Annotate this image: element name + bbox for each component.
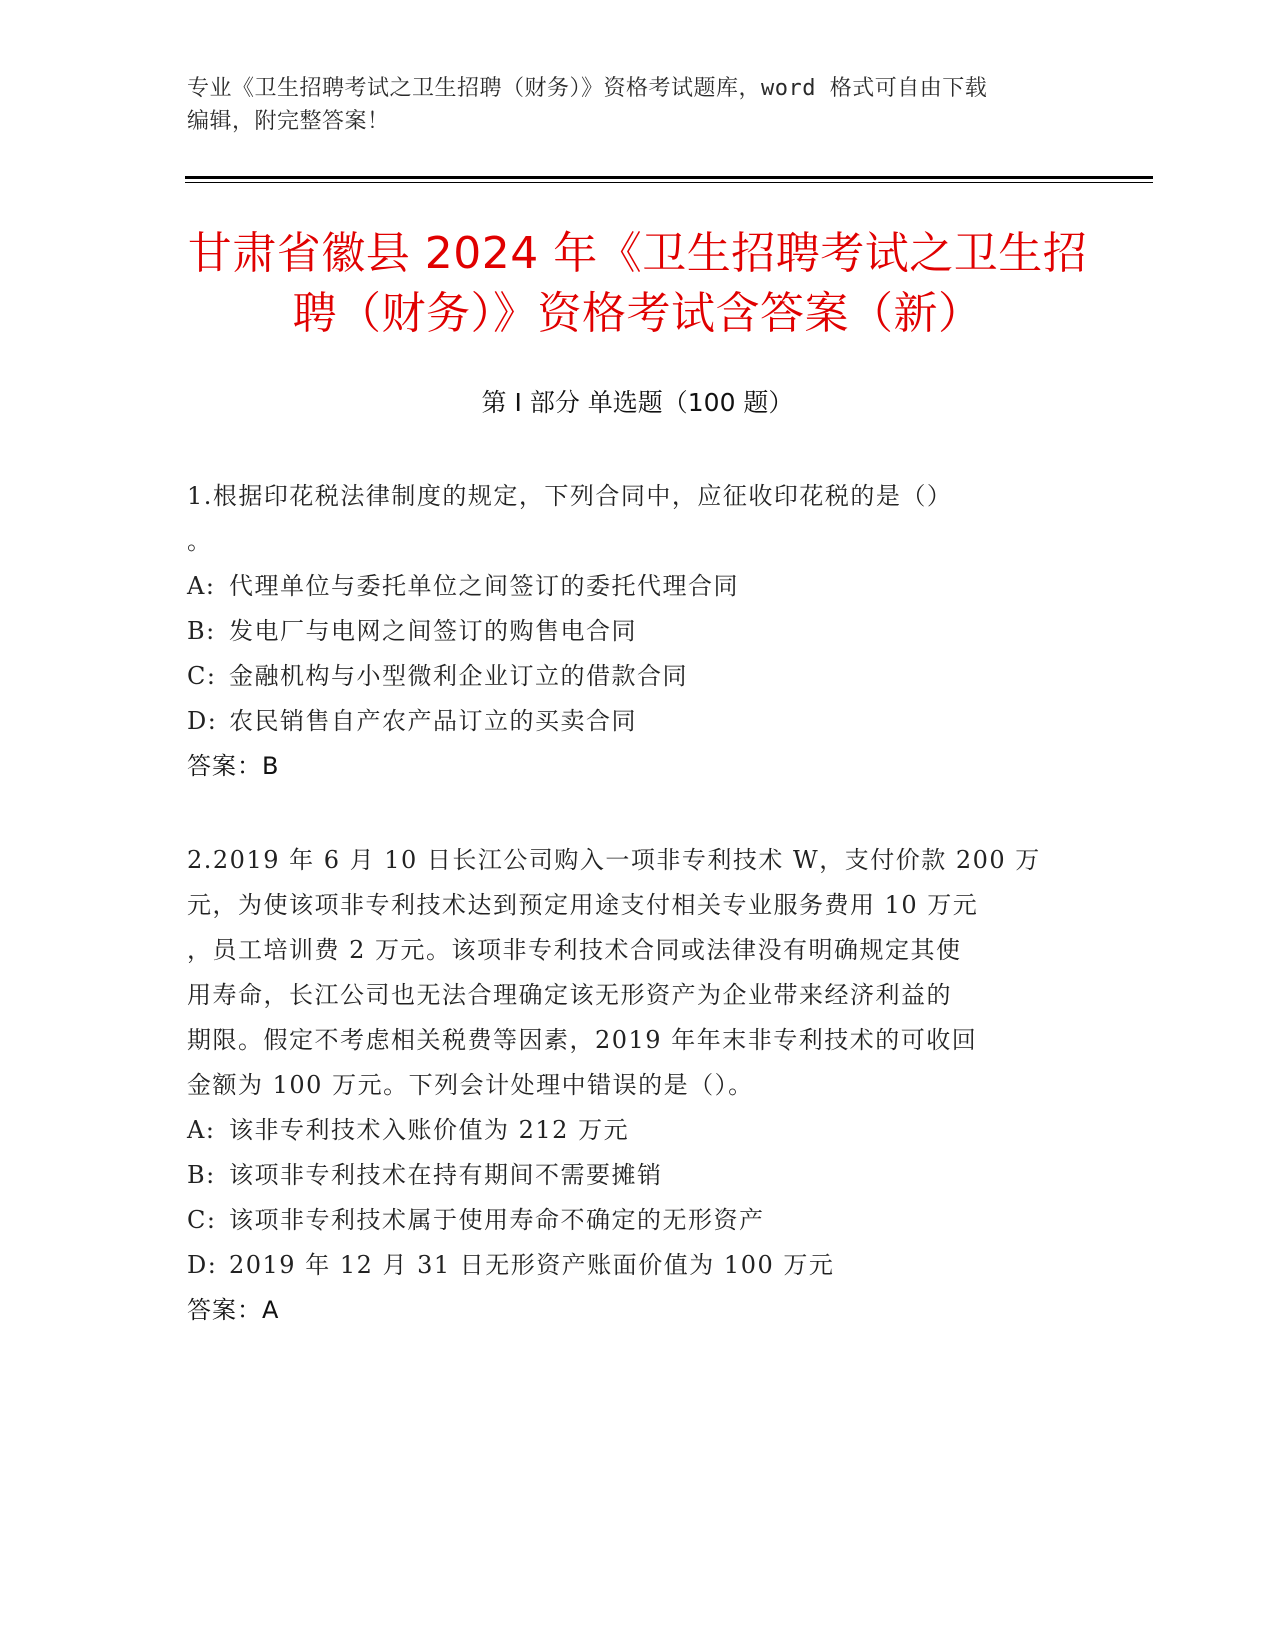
- header-divider-thin: [185, 182, 1153, 183]
- question-line: 2.2019 年 6 月 10 日长江公司购入一项非专利技术 W，支付价款 200 万: [187, 846, 1041, 874]
- option-b: [187, 609, 1087, 654]
- option-c: [187, 1198, 1087, 1243]
- option-text: 2019 年 12 月 31 日无形资产账面价值为 100 万元: [229, 1251, 835, 1279]
- option-d: [187, 699, 1087, 744]
- document-title: [120, 224, 1155, 344]
- answer: 答案：B: [187, 752, 280, 780]
- question-2: [187, 838, 1087, 1333]
- option-label: B:: [187, 1161, 216, 1189]
- question-1: [187, 474, 1087, 789]
- option-label: A:: [187, 1116, 216, 1144]
- option-text: 该非专利技术入账价值为 212 万元: [229, 1116, 630, 1144]
- option-b: [187, 1153, 1087, 1198]
- question-line: 期限。假定不考虑相关税费等因素，2019 年年末非专利技术的可收回: [187, 1026, 978, 1054]
- option-c: [187, 654, 1087, 699]
- option-label: D:: [187, 1251, 218, 1279]
- header-divider-thick: [185, 176, 1153, 179]
- question-line: 金额为 100 万元。下列会计处理中错误的是（）。: [187, 1071, 754, 1099]
- question-line: ，员工培训费 2 万元。该项非专利技术合同或法律没有明确规定其使: [187, 936, 962, 964]
- header-note: [187, 72, 1087, 138]
- option-text: 发电厂与电网之间签订的购售电合同: [229, 617, 637, 645]
- question-line: 。: [187, 527, 213, 555]
- question-stem: [187, 838, 1087, 1108]
- option-text: 金融机构与小型微利企业订立的借款合同: [229, 662, 688, 690]
- header-note-line: 专业《卫生招聘考试之卫生招聘（财务）》资格考试题库，word 格式可自由下载: [187, 76, 988, 101]
- option-text: 代理单位与委托单位之间签订的委托代理合同: [229, 572, 739, 600]
- header-note-line: 编辑，附完整答案！: [187, 109, 390, 134]
- title-line: 聘（财务）》资格考试含答案（新）: [292, 288, 983, 339]
- option-a: [187, 564, 1087, 609]
- option-text: 该项非专利技术在持有期间不需要摊销: [229, 1161, 663, 1189]
- question-line: 用寿命，长江公司也无法合理确定该无形资产为企业带来经济利益的: [187, 981, 952, 1009]
- option-d: [187, 1243, 1087, 1288]
- option-label: C:: [187, 662, 217, 690]
- title-line: 甘肃省徽县 2024 年《卫生招聘考试之卫生招: [187, 228, 1088, 279]
- section-heading: 第 I 部分 单选题（100 题）: [481, 388, 794, 417]
- answer: 答案：A: [187, 1296, 280, 1324]
- option-label: A:: [187, 572, 216, 600]
- question-line: 元，为使该项非专利技术达到预定用途支付相关专业服务费用 10 万元: [187, 891, 979, 919]
- option-a: [187, 1108, 1087, 1153]
- option-text: 该项非专利技术属于使用寿命不确定的无形资产: [229, 1206, 765, 1234]
- option-label: D:: [187, 707, 218, 735]
- option-label: C:: [187, 1206, 217, 1234]
- question-line: 1.根据印花税法律制度的规定，下列合同中，应征收印花税的是（）: [187, 482, 953, 510]
- question-stem: [187, 474, 1087, 564]
- option-label: B:: [187, 617, 216, 645]
- option-text: 农民销售自产农产品订立的买卖合同: [229, 707, 637, 735]
